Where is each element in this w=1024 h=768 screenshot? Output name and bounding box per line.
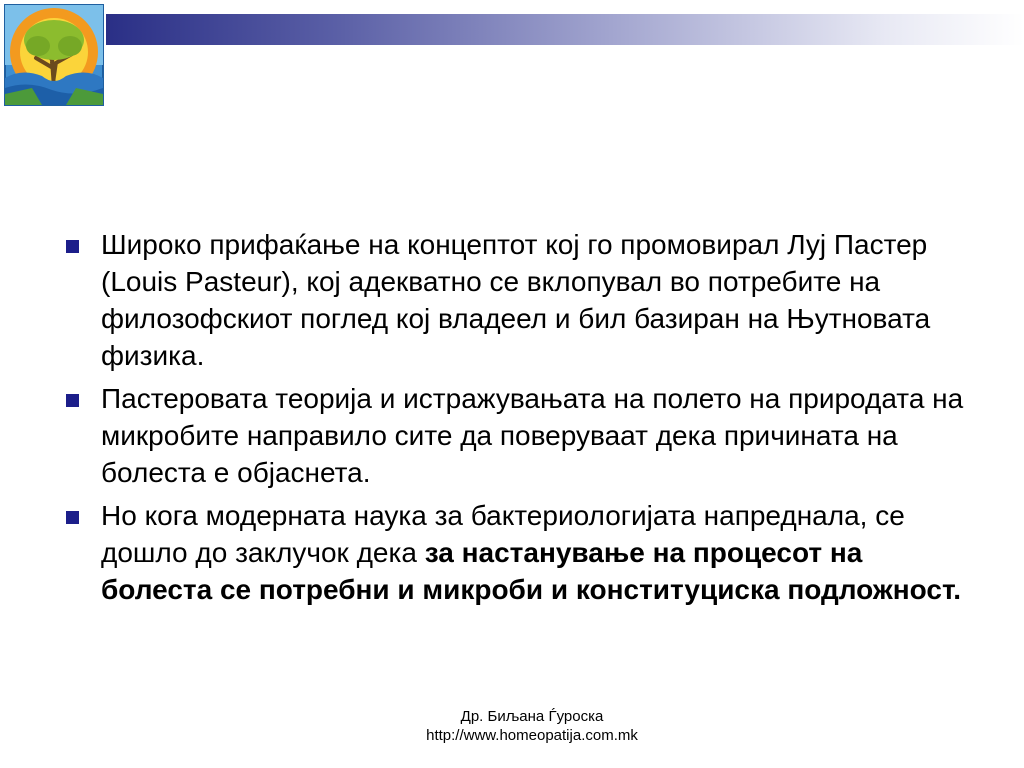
bullet-text-2: Пастеровата теорија и истражувањата на полето на природата на микробите направило сите да поверуваат дека причината на болеста е објаснета. <box>101 383 964 488</box>
footer <box>0 707 1024 745</box>
bullet-text-3: Но кога модерната наука за бактериологијата напреднала, се дошло до заклучок дека <box>101 500 905 568</box>
bullet-text-1: Широко прифаќање на концептот кој го промовирал Луј Пастер (Louis Pasteur), кој адекватно се вклопувал во потребите на филозофскиот поглед кој владеел и бил базиран на Њутновата физика. <box>101 229 931 371</box>
square-bullet-icon <box>66 394 79 407</box>
slide-body <box>64 226 964 614</box>
tree-logo-icon <box>2 2 106 108</box>
square-bullet-icon <box>66 240 79 253</box>
footer-url: http://www.homeopatija.com.mk <box>426 727 638 744</box>
footer-author: Др. Биљана Ѓуроска <box>460 708 604 725</box>
bullet-text-3-bold: за настанување на процесот на болеста се потребни и микроби и конституциска подложност. <box>101 537 962 605</box>
bullet-item-2 <box>64 380 964 491</box>
bullet-item-1 <box>64 226 964 374</box>
square-bullet-icon <box>66 511 79 524</box>
bullet-item-3 <box>64 497 964 608</box>
header-gradient-bar <box>106 14 1024 45</box>
